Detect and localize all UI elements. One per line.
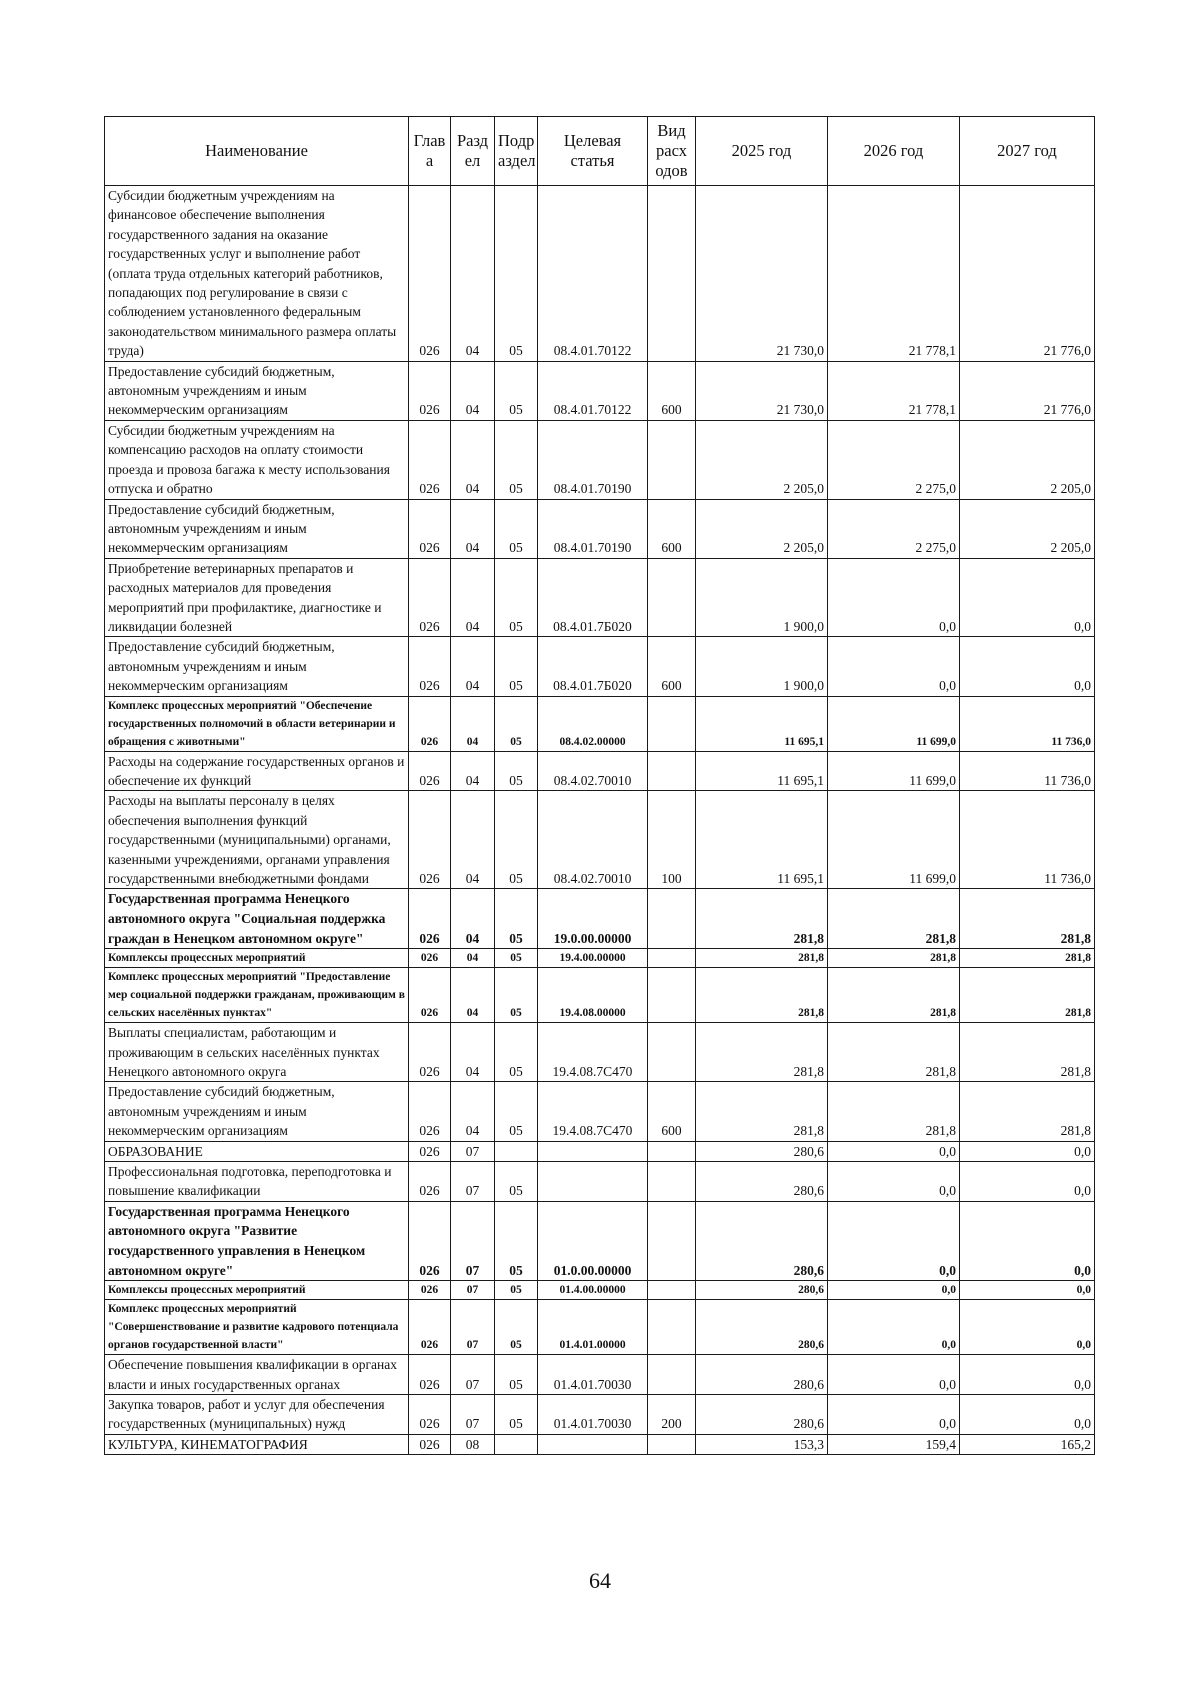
row-expense-type	[648, 1162, 696, 1202]
row-target-article: 08.4.02.00000	[538, 696, 648, 751]
table-row	[105, 1355, 1095, 1395]
header-2026: 2026 год	[828, 117, 960, 186]
row-value-2026: 11 699,0	[828, 751, 960, 791]
row-subsection: 05	[495, 499, 538, 558]
row-target-article	[538, 1434, 648, 1454]
row-value-2025: 11 695,1	[696, 791, 828, 889]
table-header-row	[105, 117, 1095, 186]
row-value-2026: 0,0	[828, 1281, 960, 1300]
table-row	[105, 558, 1095, 637]
row-value-2027: 0,0	[960, 1395, 1095, 1435]
row-subsection: 05	[495, 889, 538, 949]
row-value-2027: 21 776,0	[960, 361, 1095, 420]
row-expense-type: 600	[648, 361, 696, 420]
row-expense-type	[648, 1300, 696, 1355]
table-row	[105, 637, 1095, 696]
row-expense-type	[648, 1281, 696, 1300]
row-chapter: 026	[409, 791, 451, 889]
table-row	[105, 1395, 1095, 1435]
row-subsection: 05	[495, 1355, 538, 1395]
row-section: 04	[451, 751, 495, 791]
row-name: Приобретение ветеринарных препаратов и расходных материалов для проведения мероприятий при профилактике, диагностике и ликвидации болезней	[105, 558, 409, 637]
row-name: Субсидии бюджетным учреждениям на компенсацию расходов на оплату стоимости проезда и провоза багажа к месту использования отпуска и обратно	[105, 420, 409, 499]
row-name: Обеспечение повышения квалификации в органах власти и иных государственных органах	[105, 1355, 409, 1395]
row-chapter: 026	[409, 1141, 451, 1161]
row-chapter: 026	[409, 1082, 451, 1141]
row-value-2025: 280,6	[696, 1162, 828, 1202]
row-name: Предоставление субсидий бюджетным, автономным учреждениям и иным некоммерческим организациям	[105, 1082, 409, 1141]
row-value-2027: 281,8	[960, 1082, 1095, 1141]
row-target-article: 08.4.02.70010	[538, 791, 648, 889]
row-value-2025: 281,8	[696, 1023, 828, 1082]
row-value-2025: 1 900,0	[696, 637, 828, 696]
row-expense-type: 600	[648, 637, 696, 696]
table-row	[105, 1201, 1095, 1280]
row-subsection: 05	[495, 186, 538, 362]
row-value-2026: 0,0	[828, 637, 960, 696]
row-section: 07	[451, 1281, 495, 1300]
row-section: 04	[451, 889, 495, 949]
table-row	[105, 361, 1095, 420]
row-chapter: 026	[409, 696, 451, 751]
row-target-article: 01.4.01.00000	[538, 1300, 648, 1355]
row-target-article: 01.4.01.70030	[538, 1395, 648, 1435]
row-expense-type	[648, 1434, 696, 1454]
row-value-2025: 11 695,1	[696, 696, 828, 751]
row-value-2025: 281,8	[696, 968, 828, 1023]
table-row	[105, 1162, 1095, 1202]
row-value-2027: 281,8	[960, 1023, 1095, 1082]
table-row	[105, 949, 1095, 968]
row-subsection: 05	[495, 1023, 538, 1082]
row-value-2027: 0,0	[960, 1281, 1095, 1300]
row-value-2027: 11 736,0	[960, 696, 1095, 751]
row-subsection: 05	[495, 1281, 538, 1300]
row-chapter: 026	[409, 889, 451, 949]
row-value-2026: 0,0	[828, 1141, 960, 1161]
row-chapter: 026	[409, 1300, 451, 1355]
row-name: Расходы на содержание государственных органов и обеспечение их функций	[105, 751, 409, 791]
row-subsection: 05	[495, 1082, 538, 1141]
table-row	[105, 420, 1095, 499]
row-value-2025: 281,8	[696, 949, 828, 968]
row-expense-type	[648, 420, 696, 499]
row-chapter: 026	[409, 1201, 451, 1280]
table-row	[105, 889, 1095, 949]
row-name: Предоставление субсидий бюджетным, автономным учреждениям и иным некоммерческим организациям	[105, 499, 409, 558]
row-value-2025: 281,8	[696, 1082, 828, 1141]
row-expense-type	[648, 968, 696, 1023]
row-section: 04	[451, 1082, 495, 1141]
row-value-2027: 21 776,0	[960, 186, 1095, 362]
row-value-2026: 21 778,1	[828, 186, 960, 362]
row-target-article: 19.4.00.00000	[538, 949, 648, 968]
row-section: 04	[451, 499, 495, 558]
row-section: 07	[451, 1162, 495, 1202]
row-target-article: 08.4.01.70190	[538, 420, 648, 499]
row-target-article: 08.4.01.7Б020	[538, 558, 648, 637]
row-expense-type	[648, 1023, 696, 1082]
row-value-2026: 0,0	[828, 1395, 960, 1435]
row-target-article: 08.4.01.70122	[538, 361, 648, 420]
row-target-article: 08.4.02.70010	[538, 751, 648, 791]
row-value-2025: 1 900,0	[696, 558, 828, 637]
row-subsection: 05	[495, 949, 538, 968]
row-expense-type: 600	[648, 499, 696, 558]
row-value-2027: 2 205,0	[960, 420, 1095, 499]
row-value-2027: 2 205,0	[960, 499, 1095, 558]
row-value-2025: 280,6	[696, 1395, 828, 1435]
table-row	[105, 186, 1095, 362]
row-subsection	[495, 1141, 538, 1161]
row-section: 07	[451, 1141, 495, 1161]
header-chapter: Глав а	[409, 117, 451, 186]
row-chapter: 026	[409, 420, 451, 499]
row-name: ОБРАЗОВАНИЕ	[105, 1141, 409, 1161]
row-target-article: 19.4.08.00000	[538, 968, 648, 1023]
budget-sheet	[104, 116, 1094, 1455]
row-chapter: 026	[409, 637, 451, 696]
row-subsection: 05	[495, 791, 538, 889]
row-value-2026: 0,0	[828, 1355, 960, 1395]
row-value-2027: 11 736,0	[960, 791, 1095, 889]
row-value-2026: 2 275,0	[828, 499, 960, 558]
table-row	[105, 1300, 1095, 1355]
table-row	[105, 1281, 1095, 1300]
row-target-article: 08.4.01.7Б020	[538, 637, 648, 696]
row-section: 04	[451, 949, 495, 968]
row-expense-type: 600	[648, 1082, 696, 1141]
row-subsection: 05	[495, 558, 538, 637]
row-target-article	[538, 1141, 648, 1161]
row-value-2027: 281,8	[960, 968, 1095, 1023]
row-section: 04	[451, 361, 495, 420]
row-chapter: 026	[409, 1023, 451, 1082]
row-name: КУЛЬТУРА, КИНЕМАТОГРАФИЯ	[105, 1434, 409, 1454]
row-chapter: 026	[409, 968, 451, 1023]
header-subsection: Подр аздел	[495, 117, 538, 186]
header-2025: 2025 год	[696, 117, 828, 186]
row-value-2025: 280,6	[696, 1281, 828, 1300]
table-row	[105, 696, 1095, 751]
row-subsection: 05	[495, 420, 538, 499]
row-expense-type	[648, 751, 696, 791]
row-subsection: 05	[495, 1395, 538, 1435]
row-target-article: 01.4.00.00000	[538, 1281, 648, 1300]
row-target-article: 19.4.08.7С470	[538, 1082, 648, 1141]
row-section: 04	[451, 186, 495, 362]
row-value-2027: 0,0	[960, 1141, 1095, 1161]
row-value-2026: 281,8	[828, 949, 960, 968]
header-section: Разд ел	[451, 117, 495, 186]
table-row	[105, 499, 1095, 558]
row-name: Выплаты специалистам, работающим и проживающим в сельских населённых пунктах Ненецкого автономного округа	[105, 1023, 409, 1082]
row-value-2026: 11 699,0	[828, 696, 960, 751]
row-value-2027: 0,0	[960, 1300, 1095, 1355]
row-chapter: 026	[409, 558, 451, 637]
row-value-2027: 281,8	[960, 949, 1095, 968]
header-expense-type: Вид расх одов	[648, 117, 696, 186]
row-value-2025: 21 730,0	[696, 186, 828, 362]
row-name: Расходы на выплаты персоналу в целях обеспечения выполнения функций государственными (муниципальными) органами, казенными учреждениями, органами управления государственными внебюджетными фондами	[105, 791, 409, 889]
table-row	[105, 1082, 1095, 1141]
row-target-article	[538, 1162, 648, 1202]
row-value-2027: 0,0	[960, 1355, 1095, 1395]
row-section: 07	[451, 1300, 495, 1355]
row-section: 04	[451, 791, 495, 889]
row-chapter: 026	[409, 1355, 451, 1395]
row-value-2025: 153,3	[696, 1434, 828, 1454]
row-section: 04	[451, 637, 495, 696]
row-chapter: 026	[409, 1434, 451, 1454]
row-section: 08	[451, 1434, 495, 1454]
row-section: 04	[451, 558, 495, 637]
row-expense-type	[648, 1141, 696, 1161]
row-value-2026: 21 778,1	[828, 361, 960, 420]
row-name: Предоставление субсидий бюджетным, автономным учреждениям и иным некоммерческим организациям	[105, 361, 409, 420]
row-value-2025: 281,8	[696, 889, 828, 949]
row-subsection: 05	[495, 1201, 538, 1280]
row-target-article: 08.4.01.70190	[538, 499, 648, 558]
row-value-2027: 281,8	[960, 889, 1095, 949]
row-value-2025: 280,6	[696, 1141, 828, 1161]
row-section: 04	[451, 1023, 495, 1082]
row-name: Комплекс процессных мероприятий "Совершенствование и развитие кадрового потенциала органов государственной власти"	[105, 1300, 409, 1355]
row-subsection: 05	[495, 751, 538, 791]
row-chapter: 026	[409, 751, 451, 791]
header-2027: 2027 год	[960, 117, 1095, 186]
row-name: Государственная программа Ненецкого автономного округа "Развитие государственного управления в Ненецком автономном округе"	[105, 1201, 409, 1280]
row-chapter: 026	[409, 361, 451, 420]
row-value-2026: 0,0	[828, 1300, 960, 1355]
row-subsection: 05	[495, 637, 538, 696]
row-value-2026: 0,0	[828, 1201, 960, 1280]
row-value-2026: 281,8	[828, 968, 960, 1023]
row-value-2025: 2 205,0	[696, 499, 828, 558]
row-name: Государственная программа Ненецкого автономного округа "Социальная поддержка граждан в Ненецком автономном округе"	[105, 889, 409, 949]
row-value-2027: 0,0	[960, 558, 1095, 637]
row-value-2027: 0,0	[960, 1201, 1095, 1280]
row-expense-type	[648, 696, 696, 751]
table-row	[105, 1023, 1095, 1082]
row-value-2026: 0,0	[828, 1162, 960, 1202]
row-value-2025: 280,6	[696, 1201, 828, 1280]
row-value-2025: 280,6	[696, 1300, 828, 1355]
row-value-2026: 0,0	[828, 558, 960, 637]
header-name: Наименование	[105, 117, 409, 186]
row-name: Комплекс процессных мероприятий "Предоставление мер социальной поддержки гражданам, проживающим в сельских населённых пунктах"	[105, 968, 409, 1023]
row-target-article: 19.0.00.00000	[538, 889, 648, 949]
row-name: Профессиональная подготовка, переподготовка и повышение квалификации	[105, 1162, 409, 1202]
row-value-2027: 165,2	[960, 1434, 1095, 1454]
row-expense-type	[648, 186, 696, 362]
row-expense-type	[648, 558, 696, 637]
budget-table	[104, 116, 1095, 1455]
row-chapter: 026	[409, 949, 451, 968]
row-subsection: 05	[495, 968, 538, 1023]
row-value-2026: 281,8	[828, 889, 960, 949]
row-value-2026: 159,4	[828, 1434, 960, 1454]
row-target-article: 01.4.01.70030	[538, 1355, 648, 1395]
row-value-2025: 11 695,1	[696, 751, 828, 791]
row-name: Комплекс процессных мероприятий "Обеспечение государственных полномочий в области ветеринарии и обращения с животными"	[105, 696, 409, 751]
row-value-2025: 280,6	[696, 1355, 828, 1395]
row-section: 07	[451, 1355, 495, 1395]
row-chapter: 026	[409, 1162, 451, 1202]
table-row	[105, 968, 1095, 1023]
row-name: Комплексы процессных мероприятий	[105, 949, 409, 968]
row-value-2027: 0,0	[960, 637, 1095, 696]
row-value-2027: 11 736,0	[960, 751, 1095, 791]
row-subsection: 05	[495, 1162, 538, 1202]
table-row	[105, 751, 1095, 791]
row-value-2026: 11 699,0	[828, 791, 960, 889]
row-chapter: 026	[409, 1395, 451, 1435]
row-name: Субсидии бюджетным учреждениям на финансовое обеспечение выполнения государственного задания на оказание государственных услуг и выполнение работ (оплата труда отдельных категорий работников, попадающих под регулирование в связи с соблюдением установленного федеральным законодательством минимального размера оплаты труда)	[105, 186, 409, 362]
row-section: 04	[451, 420, 495, 499]
row-target-article: 01.0.00.00000	[538, 1201, 648, 1280]
row-expense-type	[648, 949, 696, 968]
row-value-2027: 0,0	[960, 1162, 1095, 1202]
row-chapter: 026	[409, 1281, 451, 1300]
row-chapter: 026	[409, 499, 451, 558]
row-target-article: 08.4.01.70122	[538, 186, 648, 362]
row-value-2026: 281,8	[828, 1023, 960, 1082]
row-subsection: 05	[495, 696, 538, 751]
row-expense-type: 200	[648, 1395, 696, 1435]
row-section: 07	[451, 1201, 495, 1280]
row-value-2025: 21 730,0	[696, 361, 828, 420]
page-number: 64	[589, 1568, 611, 1593]
row-chapter: 026	[409, 186, 451, 362]
row-expense-type	[648, 1201, 696, 1280]
row-value-2026: 2 275,0	[828, 420, 960, 499]
row-subsection	[495, 1434, 538, 1454]
row-section: 07	[451, 1395, 495, 1435]
row-section: 04	[451, 696, 495, 751]
row-expense-type	[648, 1355, 696, 1395]
table-row	[105, 1434, 1095, 1454]
row-expense-type: 100	[648, 791, 696, 889]
header-target-article: Целевая статья	[538, 117, 648, 186]
row-value-2025: 2 205,0	[696, 420, 828, 499]
row-subsection: 05	[495, 1300, 538, 1355]
row-name: Комплексы процессных мероприятий	[105, 1281, 409, 1300]
row-expense-type	[648, 889, 696, 949]
row-name: Закупка товаров, работ и услуг для обеспечения государственных (муниципальных) нужд	[105, 1395, 409, 1435]
row-value-2026: 281,8	[828, 1082, 960, 1141]
row-target-article: 19.4.08.7С470	[538, 1023, 648, 1082]
row-name: Предоставление субсидий бюджетным, автономным учреждениям и иным некоммерческим организациям	[105, 637, 409, 696]
table-row	[105, 791, 1095, 889]
table-row	[105, 1141, 1095, 1161]
row-subsection: 05	[495, 361, 538, 420]
row-section: 04	[451, 968, 495, 1023]
